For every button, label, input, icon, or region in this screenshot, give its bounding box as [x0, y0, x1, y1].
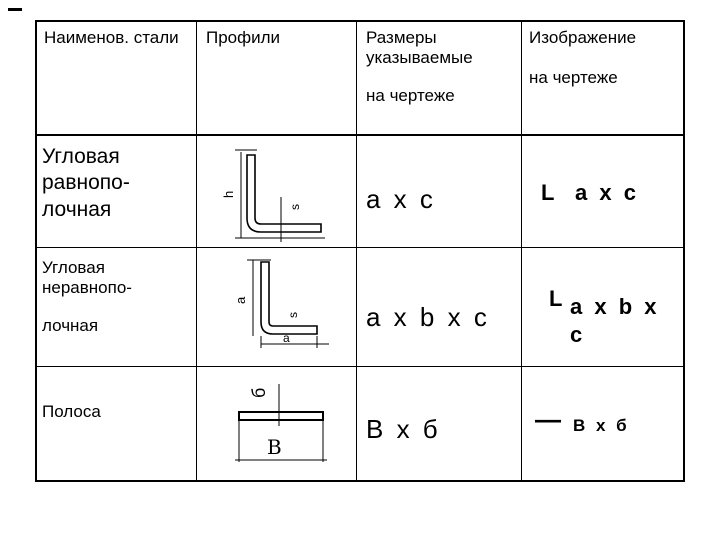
row3-dimensions: B x б — [366, 414, 441, 444]
column-divider — [196, 20, 197, 482]
column-divider — [521, 20, 522, 482]
profile-label-h: h — [221, 190, 236, 198]
header-dimensions: Размеры указываемые — [366, 28, 473, 68]
flat-bar-symbol-icon: — — [535, 404, 564, 434]
steel-profiles-table — [35, 20, 685, 482]
angle-symbol-icon: L — [549, 286, 566, 311]
flat-bar-profile-drawing — [231, 376, 331, 468]
table-border-top — [35, 20, 685, 22]
header-steel-name: Наименов. стали — [44, 28, 179, 47]
profile-label-s: s — [288, 204, 302, 210]
row-divider — [35, 366, 685, 367]
row2-name-cont: лочная — [42, 316, 99, 335]
profile-label-s: s — [286, 312, 300, 318]
row1-dimensions: a x c — [366, 184, 436, 214]
header-image-sub: на чертеже — [529, 68, 618, 87]
profile-label-b-small: б — [249, 387, 269, 398]
row2-dimensions: a x b x c — [366, 302, 490, 332]
unequal-angle-profile-drawing — [231, 256, 351, 354]
profile-label-b: B — [267, 435, 282, 459]
row-divider — [35, 134, 685, 136]
header-dimensions-sub: на чертеже — [366, 86, 455, 105]
row2-drawing-notation: a x b x — [570, 294, 660, 319]
corner-dash-mark — [8, 8, 22, 11]
equal-angle-profile-drawing — [221, 142, 329, 242]
row3-name: Полоса — [42, 402, 101, 421]
column-divider — [356, 20, 357, 482]
row1-drawing-notation: a x c — [575, 180, 639, 205]
table-border-bottom — [35, 480, 685, 482]
profile-label-a-bottom: a — [283, 331, 290, 345]
header-profiles: Профили — [206, 28, 281, 47]
row2-drawing-notation-cont: c — [570, 322, 586, 347]
table-border-right — [683, 20, 685, 482]
profile-label-a: a — [233, 296, 248, 304]
row-divider — [35, 247, 685, 248]
angle-symbol-icon: L — [541, 180, 558, 205]
row2-name: Угловая неравнопо- — [42, 258, 132, 298]
row1-name: Угловая равнопо-лочная — [42, 145, 130, 221]
table-border-left — [35, 20, 37, 482]
row3-drawing-notation: B x б — [573, 416, 630, 435]
header-image: Изображение — [529, 28, 637, 47]
